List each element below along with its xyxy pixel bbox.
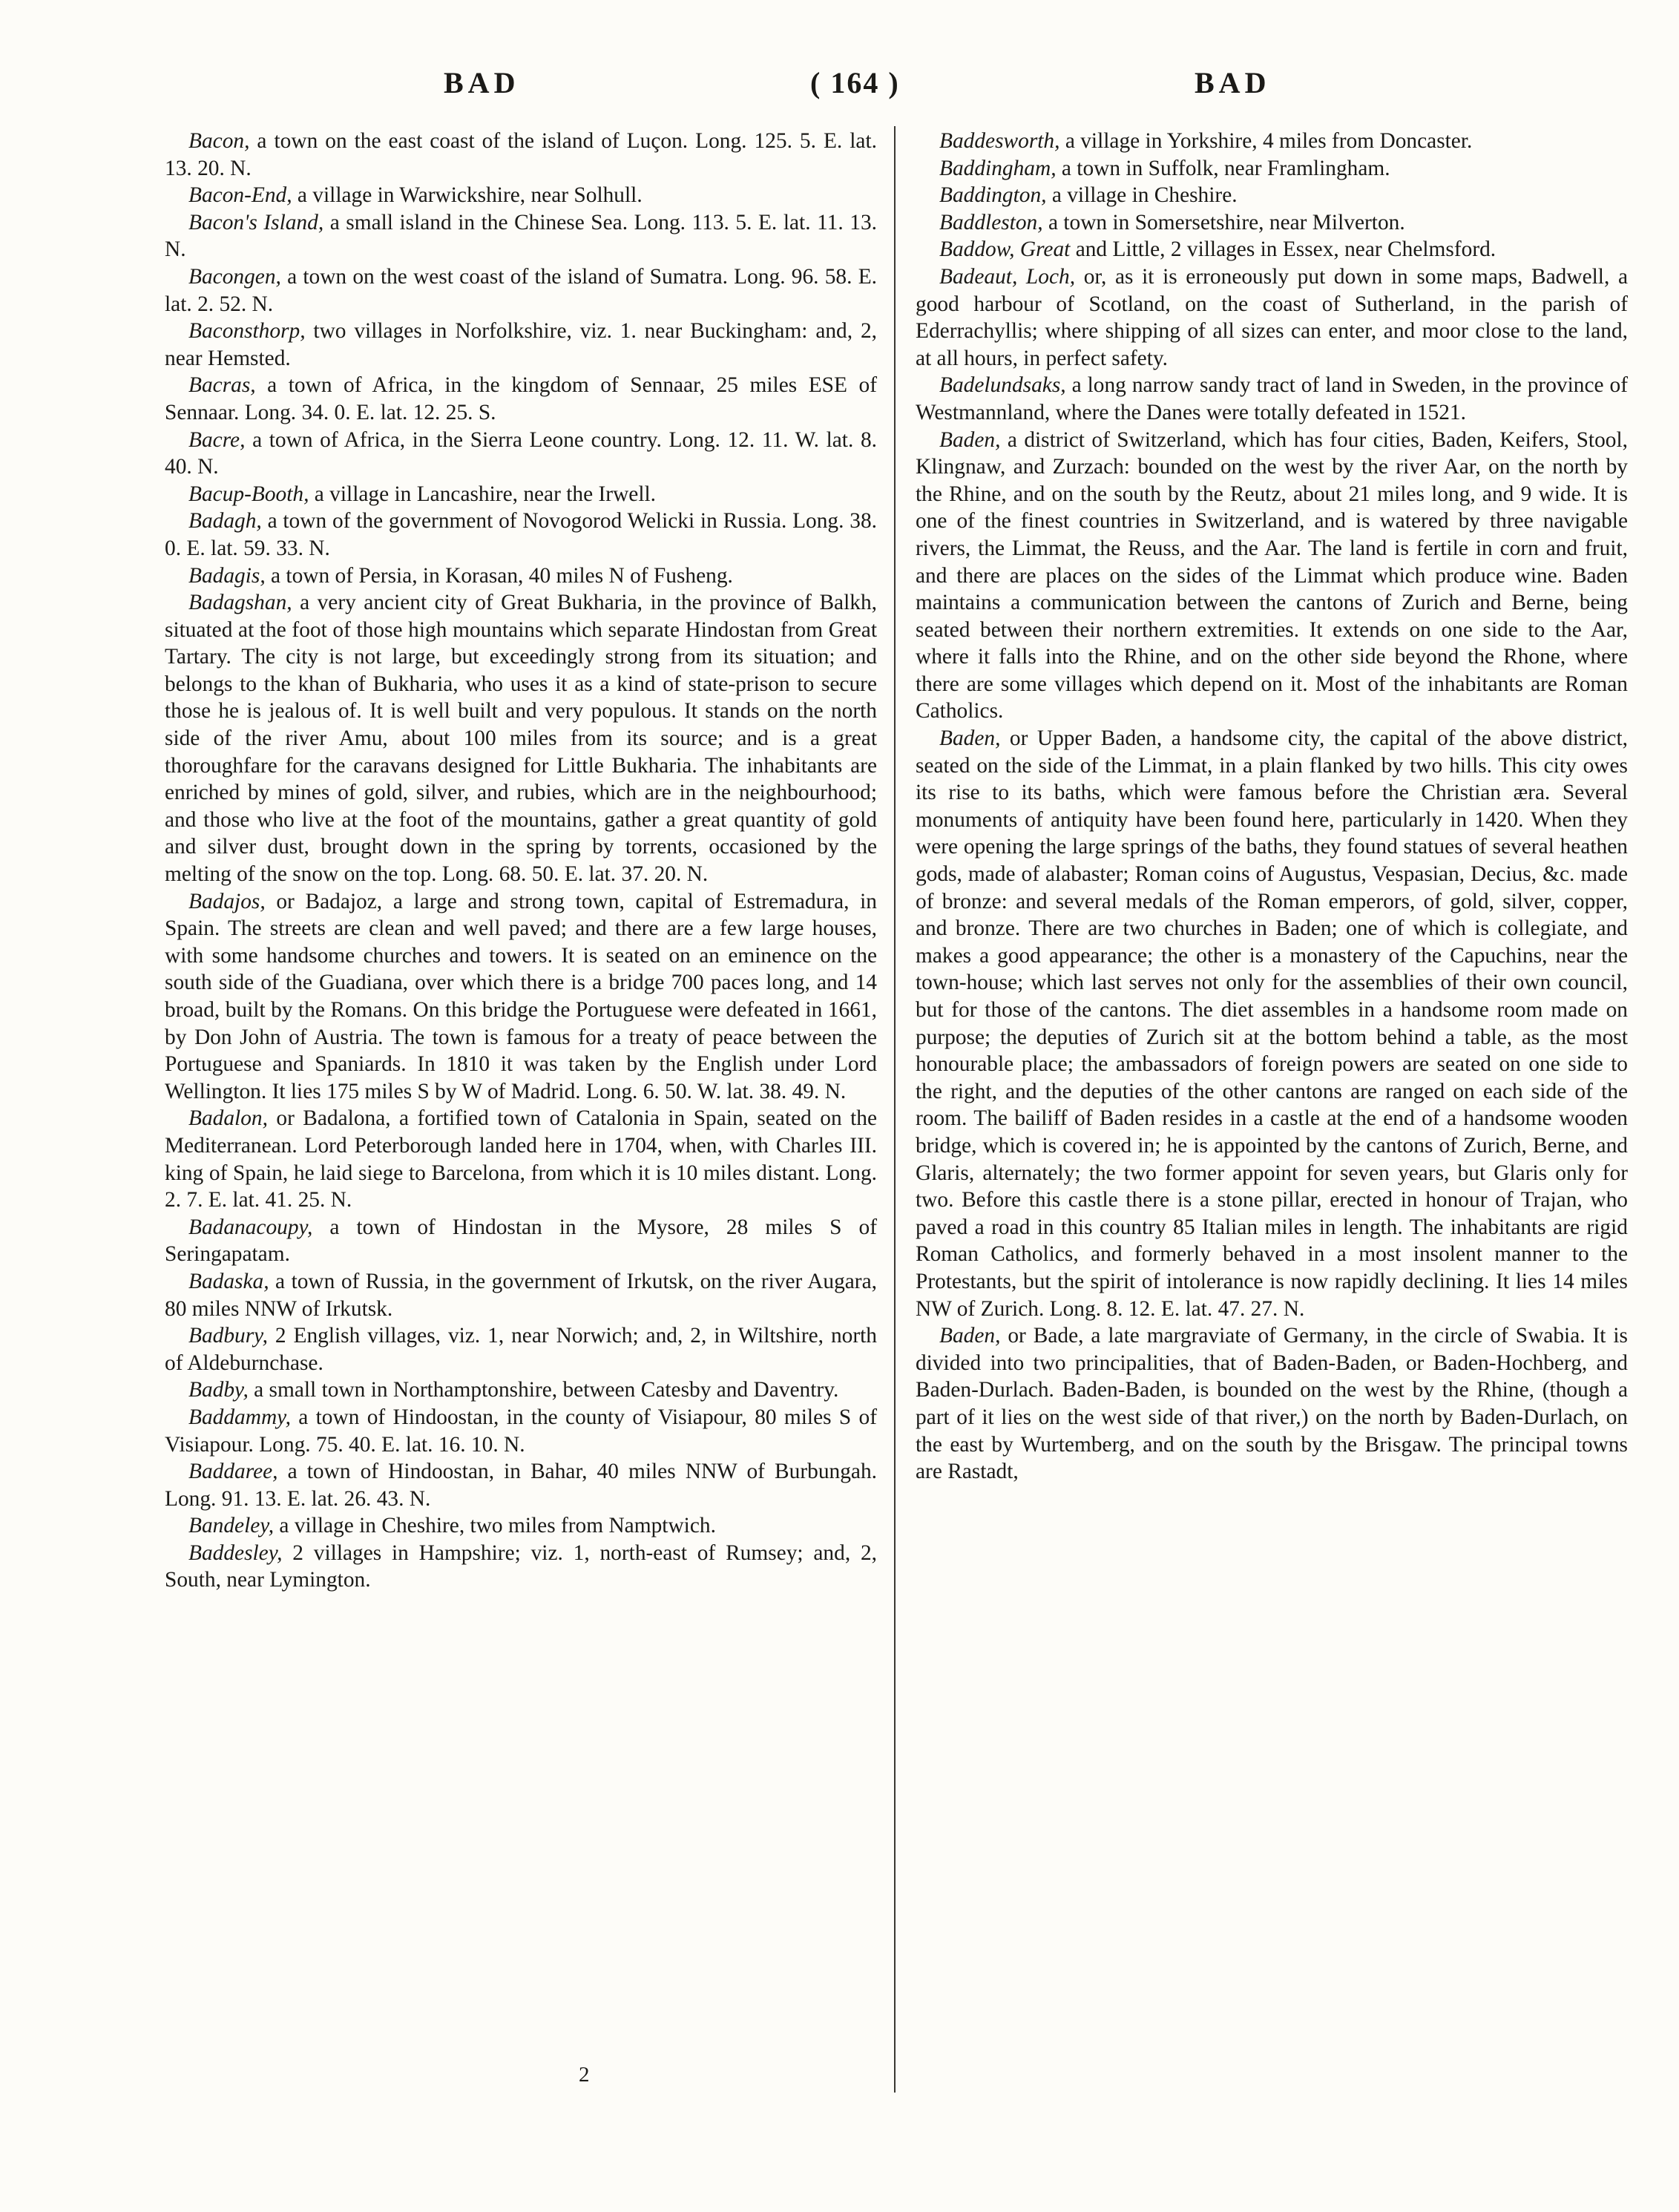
entry-text: a very ancient city of Great Bukharia, in the province of Balkh, situated at the foot of those high mountains which separate Hindostan from Great Tartary. The city is not large, but exceedingly strong from its situation; and belongs to the khan of Bukharia, who uses it as a kind of state-prison to secure those he is jealous of. It is well built and very populous. It stands on the north side of the river Amu, about 100 miles from its source; and is a great thoroughfare for the caravans designed for Little Bukharia. The inhabitants are enriched by mines of gold, silver, and rubies, which are in the neighbourhood; and those who live at the foot of the mountains, gather a great quantity of gold and silver dust, brought down in the spring by torrents, occasioned by the melting of the snow on the top. Long. 68. 50. E. lat. 37. 20. N. [165, 591, 877, 887]
entry-text: or Upper Baden, a handsome city, the capital of the above district, seated on the side of the Limmat, in a plain flanked by two hills. This city owes its rise to its baths, which were famous before the Christian æra. Several monuments of antiquity have been found here, particularly in 1420. When they were opening the large springs of the baths, they found statues of several heathen gods, made of alabaster; Roman coins of Augustus, Vespasian, Decius, &c. made of bronze: and several medals of the Roman emperors, of gold, silver, copper, and bronze. There are two churches in Baden; one of which is collegiate, and makes a good appearance; the other is a monastery of the Capuchins, near the town-house; which last serves not only for the assemblies of their own council, but for those of the cantons. The diet assembles in a handsome room made on purpose; the deputies of Zurich sit at the bottom behind a table, as the most honourable place; the ambassadors of foreign powers are seated on one side to the right, and the deputies of the other cantons are ranged on each side of the room. The bailiff of Baden resides in a castle at the end of a handsome wooden bridge, which is covered in; he is appointed by the cantons of Zurich, Berne, and Glaris, alternately; the two former appoint for seven years, but Glaris only for two. Before this castle there is a stone pillar, erected in honour of Trajan, who paved a road in this country 85 Italian miles in length. The inhabitants are rigid Roman Catholics, and formerly behaved in a most insolent manner to the Protestants, but the spirit of intolerance is now rapidly declining. It lies 14 miles NW of Zurich. Long. 8. 12. E. lat. 47. 27. N. [916, 726, 1628, 1321]
entry-headword: Bacon, [188, 129, 250, 153]
entry-text: a town of Hindoostan, in the county of Visiapour, 80 miles S of Visiapour. Long. 75. 40. E. lat. 16. 10. N. [165, 1405, 877, 1457]
entry-headword: Badanacoupy, [188, 1215, 313, 1239]
gazetteer-entry [165, 182, 877, 209]
gazetteer-entry [916, 725, 1628, 1322]
gazetteer-entry [916, 209, 1628, 237]
gazetteer-entry [165, 1458, 877, 1512]
gazetteer-entry [165, 1322, 877, 1376]
header-left-catchword: BAD [444, 66, 520, 99]
gazetteer-entry [165, 128, 877, 182]
entry-text: a village in Cheshire. [1046, 183, 1238, 208]
entry-headword: Baden, [939, 726, 1001, 751]
running-header [0, 65, 1679, 110]
gazetteer-entry [165, 1404, 877, 1458]
entry-headword: Bacongen, [188, 264, 281, 289]
entry-text: a village in Yorkshire, 4 miles from Doncaster. [1059, 129, 1473, 153]
entry-text: a town of Russia, in the government of Irkutsk, on the river Augara, 80 miles NNW of Irkutsk. [165, 1269, 877, 1321]
gazetteer-entry [165, 1268, 877, 1322]
entry-headword: Baddaree, [188, 1460, 278, 1484]
gazetteer-entry [165, 1540, 877, 1594]
entry-text: or Badalona, a fortified town of Catalonia in Spain, seated on the Mediterranean. Lord Peterborough landed here in 1704, when, with Charles III. king of Spain, he laid siege to Barcelona, from which it is 10 miles distant. Long. 2. 7. E. lat. 41. 25. N. [165, 1106, 877, 1212]
gazetteer-entry [165, 1105, 877, 1213]
entry-headword: Bacre, [188, 427, 246, 452]
gazetteer-entry [165, 481, 877, 508]
entry-headword: Badeaut, Loch, [939, 264, 1076, 289]
entry-headword: Badagshan, [188, 591, 292, 615]
entry-text: a village in Cheshire, two miles from Namptwich. [274, 1514, 716, 1538]
right-column [916, 128, 1628, 1486]
entry-headword: Badbury, [188, 1324, 268, 1348]
page-number: ( 164 ) [810, 66, 900, 99]
entry-text: a village in Lancashire, near the Irwell. [309, 482, 657, 506]
gazetteer-entry [916, 263, 1628, 372]
entry-text: a district of Switzerland, which has four cities, Baden, Keifers, Stool, Klingnaw, and Zurzach: bounded on the west by the river Aar, on the north by the Rhine, and on the south by the Reutz, about 21 miles long, and 9 wide. It is one of the finest countries in Switzerland, and is watered by three navigable rivers, the Limmat, the Reuss, and the Aar. The land is fertile in corn and fruit, and there are places on the sides of the Limmat which produce wine. Baden maintains a communication between the cantons of Zurich and Berne, being seated between their northern extremities. It extends on one side to the Aar, where it falls into the Rhine, and on the other side beyond the Rhone, where there are some villages which depend on it. Most of the inhabitants are Roman Catholics. [916, 427, 1628, 723]
entry-text: or Badajoz, a large and strong town, capital of Estremadura, in Spain. The streets are clean and well paved; and there are a few large houses, with some handsome churches and towers. It is seated on an eminence on the south side of the Guadiana, over which there is a bridge 700 paces long, and 14 broad, built by the Romans. On this bridge the Portuguese were defeated in 1661, by Don John of Austria. The town is famous for a treaty of peace between the Portuguese and Spaniards. In 1810 it was taken by the English under Lord Wellington. It lies 175 miles S by W of Madrid. Long. 6. 50. W. lat. 38. 49. N. [165, 889, 877, 1103]
entry-headword: Baddesworth, [939, 129, 1060, 153]
entry-headword: Bacras, [188, 373, 256, 398]
entry-text: or, as it is erroneously put down in some maps, Badwell, a good harbour of Scotland, on the coast of Sutherland, in the parish of Ederrachyllis; where shipping of all sizes can enter, and moor close to the land, at all hours, in perfect safety. [916, 264, 1628, 370]
gazetteer-entry [165, 372, 877, 426]
entry-headword: Badagis, [188, 563, 266, 588]
entry-text: a town in Somersetshire, near Milverton. [1042, 210, 1405, 234]
gazetteer-entry [165, 1214, 877, 1268]
entry-headword: Badby, [188, 1378, 249, 1402]
gazetteer-entry [916, 372, 1628, 426]
entry-text: 2 villages in Hampshire; viz. 1, north-east of Rumsey; and, 2, South, near Lymington. [165, 1540, 877, 1592]
entry-headword: Baden, [939, 1324, 1001, 1348]
entry-headword: Baddesley, [188, 1540, 283, 1565]
entry-text: a town of Africa, in the kingdom of Sennaar, 25 miles ESE of Sennaar. Long. 34. 0. E. lat. 12. 25. S. [165, 373, 877, 424]
entry-text: a long narrow sandy tract of land in Sweden, in the province of Westmannland, where the Danes were totally defeated in 1521. [916, 373, 1628, 424]
entry-headword: Bandeley, [188, 1514, 275, 1538]
entry-text: a town of Persia, in Korasan, 40 miles N of Fusheng. [265, 563, 733, 588]
left-column [165, 128, 877, 1594]
entry-headword: Baden, [939, 427, 1001, 452]
gazetteer-entry [165, 589, 877, 888]
entry-text: a town on the west coast of the island of Sumatra. Long. 96. 58. E. lat. 2. 52. N. [165, 264, 877, 316]
entry-headword: Baddow, Great [939, 237, 1071, 262]
entry-text: a town of Hindoostan, in Bahar, 40 miles NNW of Burbungah. Long. 91. 13. E. lat. 26. 43. N. [165, 1460, 877, 1511]
gazetteer-entry [916, 236, 1628, 263]
entry-headword: Badelundsaks, [939, 373, 1066, 398]
signature-mark: 2 [579, 2063, 590, 2087]
entry-headword: Badalon, [188, 1106, 268, 1131]
entry-headword: Baddington, [939, 183, 1047, 208]
gazetteer-entry [165, 1376, 877, 1404]
entry-text: a town of Hindostan in the Mysore, 28 miles S of Seringapatam. [165, 1215, 877, 1267]
gazetteer-entry [916, 427, 1628, 726]
entry-text: a town on the east coast of the island of Luçon. Long. 125. 5. E. lat. 13. 20. N. [165, 129, 877, 180]
entry-headword: Badajos, [188, 889, 266, 913]
gazetteer-entry [165, 562, 877, 590]
header-right-catchword: BAD [1195, 66, 1271, 99]
entry-text: a village in Warwickshire, near Solhull. [292, 183, 643, 208]
entry-headword: Bacon-End, [188, 183, 292, 208]
entry-text: a town in Suffolk, near Framlingham. [1056, 156, 1390, 180]
entry-headword: Baconsthorp, [188, 319, 306, 344]
gazetteer-entry [165, 427, 877, 481]
gazetteer-entry [165, 1512, 877, 1540]
entry-headword: Bacon's Island, [188, 210, 324, 234]
entry-headword: Baddammy, [188, 1405, 291, 1429]
entry-headword: Badaska, [188, 1269, 269, 1293]
gazetteer-entry [165, 318, 877, 372]
entry-text: a town of the government of Novogorod Welicki in Russia. Long. 38. 0. E. lat. 59. 33. N. [165, 509, 877, 560]
entry-headword: Badagh, [188, 509, 262, 534]
entry-text: a small island in the Chinese Sea. Long. 113. 5. E. lat. 11. 13. N. [165, 210, 877, 262]
gazetteer-entry [916, 128, 1628, 155]
entry-text: a small town in Northamptonshire, between Catesby and Daventry. [248, 1378, 839, 1402]
entry-text: and Little, 2 villages in Essex, near Chelmsford. [1070, 237, 1496, 262]
gazetteer-entry [916, 182, 1628, 209]
entry-headword: Baddingham, [939, 156, 1057, 180]
gazetteer-entry [165, 888, 877, 1106]
entry-text: 2 English villages, viz. 1, near Norwich; and, 2, in Wiltshire, north of Aldeburnchase. [165, 1324, 877, 1375]
gazetteer-entry [916, 155, 1628, 183]
gazetteer-entry [916, 1322, 1628, 1486]
gazetteer-entry [165, 263, 877, 318]
gazetteer-entry [165, 209, 877, 263]
entry-headword: Bacup-Booth, [188, 482, 309, 506]
entry-text: or Bade, a late margraviate of Germany, in the circle of Swabia. It is divided into two principalities, that of Baden-Baden, or Baden-Hochberg, and Baden-Durlach. Baden-Baden, is bounded on the west by the Rhine, (though a part of it lies on the west side of that river,) on the north by Baden-Durlach, on the east by Wurtemberg, and on the south by the Brisgaw. The principal towns are Rastadt, [916, 1324, 1628, 1484]
entry-text: two villages in Norfolkshire, viz. 1. near Buckingham: and, 2, near Hemsted. [165, 319, 877, 370]
column-divider [894, 126, 896, 2093]
entry-headword: Baddleston, [939, 210, 1043, 234]
gazetteer-entry [165, 508, 877, 562]
entry-text: a town of Africa, in the Sierra Leone country. Long. 12. 11. W. lat. 8. 40. N. [165, 427, 877, 479]
